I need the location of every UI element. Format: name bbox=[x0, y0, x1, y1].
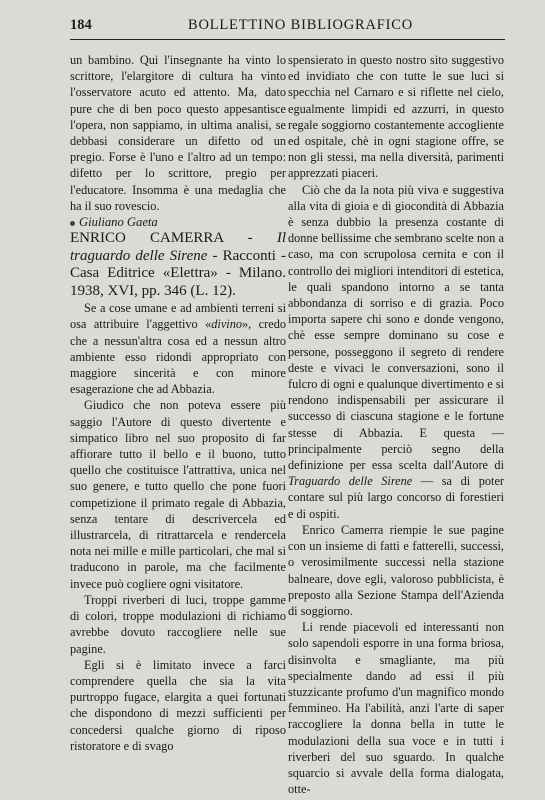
page-number: 184 bbox=[70, 17, 92, 33]
paragraph: Egli si è limitato invece a farci comprendere quella che sia la vita purtroppo fugace, elargita a quei fortunati che dispondono di mezzi sufficienti per concedersi qualche giorno di riposo ristoratore e di svago bbox=[70, 657, 286, 753]
review-book-title: Il traguardo delle Sirene bbox=[70, 230, 286, 264]
running-title: BOLLETTINO BIBLIOGRAFICO bbox=[188, 17, 414, 33]
right-column bbox=[288, 52, 504, 797]
paragraph: Enrico Camerra riempie le sue pagine con un insieme di fatti e fatterelli, successi, o verosimilmente successi nella stazione balneare, dove egli, valoroso pubblicista, è preposto alla Sezione Stampa dell'Azienda di soggiorno. bbox=[288, 522, 504, 618]
text-run: — sa di poter contare sul più largo concorso di forestieri e di ospiti. bbox=[288, 474, 505, 521]
paragraph: Li rende piacevoli ed interessanti non solo sapendoli esporre in una forma briosa, disinvolta e smagliante, ma più specialmente dando ad essi il più stuzzicante profumo d'un magnifico mondo femmineo. Ha l'abilità, anzi l'arte di saper raccogliere la donna bella in tutte le modulazioni della sua voce e in tutti i riverberi del suo sguardo. In qualche squarcio si avvale della forma dialogata, otte- bbox=[288, 620, 504, 797]
paragraph bbox=[70, 300, 286, 397]
paragraph bbox=[288, 182, 504, 522]
italic-title: Traguardo delle Sirene bbox=[288, 474, 413, 489]
text-run: Ciò che da la nota più viva e suggestiva alla vita di gioia e di giocondità di Abbazia è senza dubbio la presenza costante di donne bellissime che sembrano scelte non a caso, ma con scrupolosa cernita e con il controllo dei migliori intenditori di estetica, le quali spandono intorno a se tanta abbondanza di sorriso e di grazia. Poco importa sapere chi sono e donde vengono, chè esse sempre dominano su cose e persone, posseggono il segreto di rendere deste e vivaci le conversazioni, sono il fulcro di ogni e qualunque divertimento e si rendono indispensabili per assicurare il successo di ciascuna stagione e le fortune stesse di Abbazia. E questa — principalmente perciò segno della definizione per essa scelta dall'Autore di bbox=[288, 182, 504, 473]
bullet-mark bbox=[70, 221, 75, 226]
italic-word: divino bbox=[211, 317, 243, 332]
paragraph-continuation: un bambino. Qui l'insegnante ha vinto lo scrittore, l'elargitore di cultura ha vinto l'osservatore acuto ed attento. Ma, dato pure che di ben poco questo appesantisce l'opera, non sappiamo, in ultima analisi, se debbasi considerare un difetto od un pregio. Forse è l'uno e l'altro ad un tempo: difetto per lo scrittore, pregio per l'educatore. Insomma è una medaglia che ha il suo rovescio. bbox=[70, 53, 286, 213]
review-author: ENRICO CAMERRA - bbox=[70, 230, 277, 247]
text-run: Se a cose umane e ad ambienti terreni si osa attribuire l'aggettivo « bbox=[70, 301, 286, 332]
text-run: », credo che a nessun'altra cosa ed a nessun altro ambiente esso ridondi appropriato con maggiore sincerità e con minore esagerazione che ad Abbazia. bbox=[70, 317, 286, 397]
paragraph: Giudico che non poteva essere più saggio l'Autore di questo divertente e simpatico libro nel suo proposito di far affiorare tutto il bello e il buono, tutto quello che costituisce l'attrattiva, unica nel suo genere, e tutto quello che pone fuori competizione il primato regale di Abbazia, senza tentare di descrivercela ed illustrarcela, di ritrattarcela e rendercela nota nei mille e mille particolari, che mal si traducono in parole, ma che facilmente invece può cogliere ogni visitatore. bbox=[70, 398, 286, 591]
paragraph: Troppi riverberi di luci, troppe gamme di colori, troppe modulazioni di richiamo avrebbe dovuto raccogliere nelle sue pagine. bbox=[70, 592, 286, 656]
review-signature bbox=[70, 214, 286, 230]
signature-name: Giuliano Gaeta bbox=[79, 215, 158, 230]
review-publication-details: - Racconti - Casa Editrice «Elettra» - Milano. 1938, XVI, pp. 346 (L. 12). bbox=[70, 247, 287, 299]
left-column bbox=[70, 52, 286, 754]
page-header bbox=[70, 17, 505, 40]
paragraph-continuation: spensierato in questo nostro sito suggestivo ed invidiato che con tutte le sue luci si specchia nel Carnaro e si riflette nel cielo, egualmente limpidi ed azzurri, in questo regale soggiorno costantemente accogliente ed ospitale, chè in ogni stagione offre, se non gli stessi, ma nella diversità, parimenti apprezzati piaceri. bbox=[288, 53, 504, 181]
review-heading bbox=[70, 230, 286, 300]
